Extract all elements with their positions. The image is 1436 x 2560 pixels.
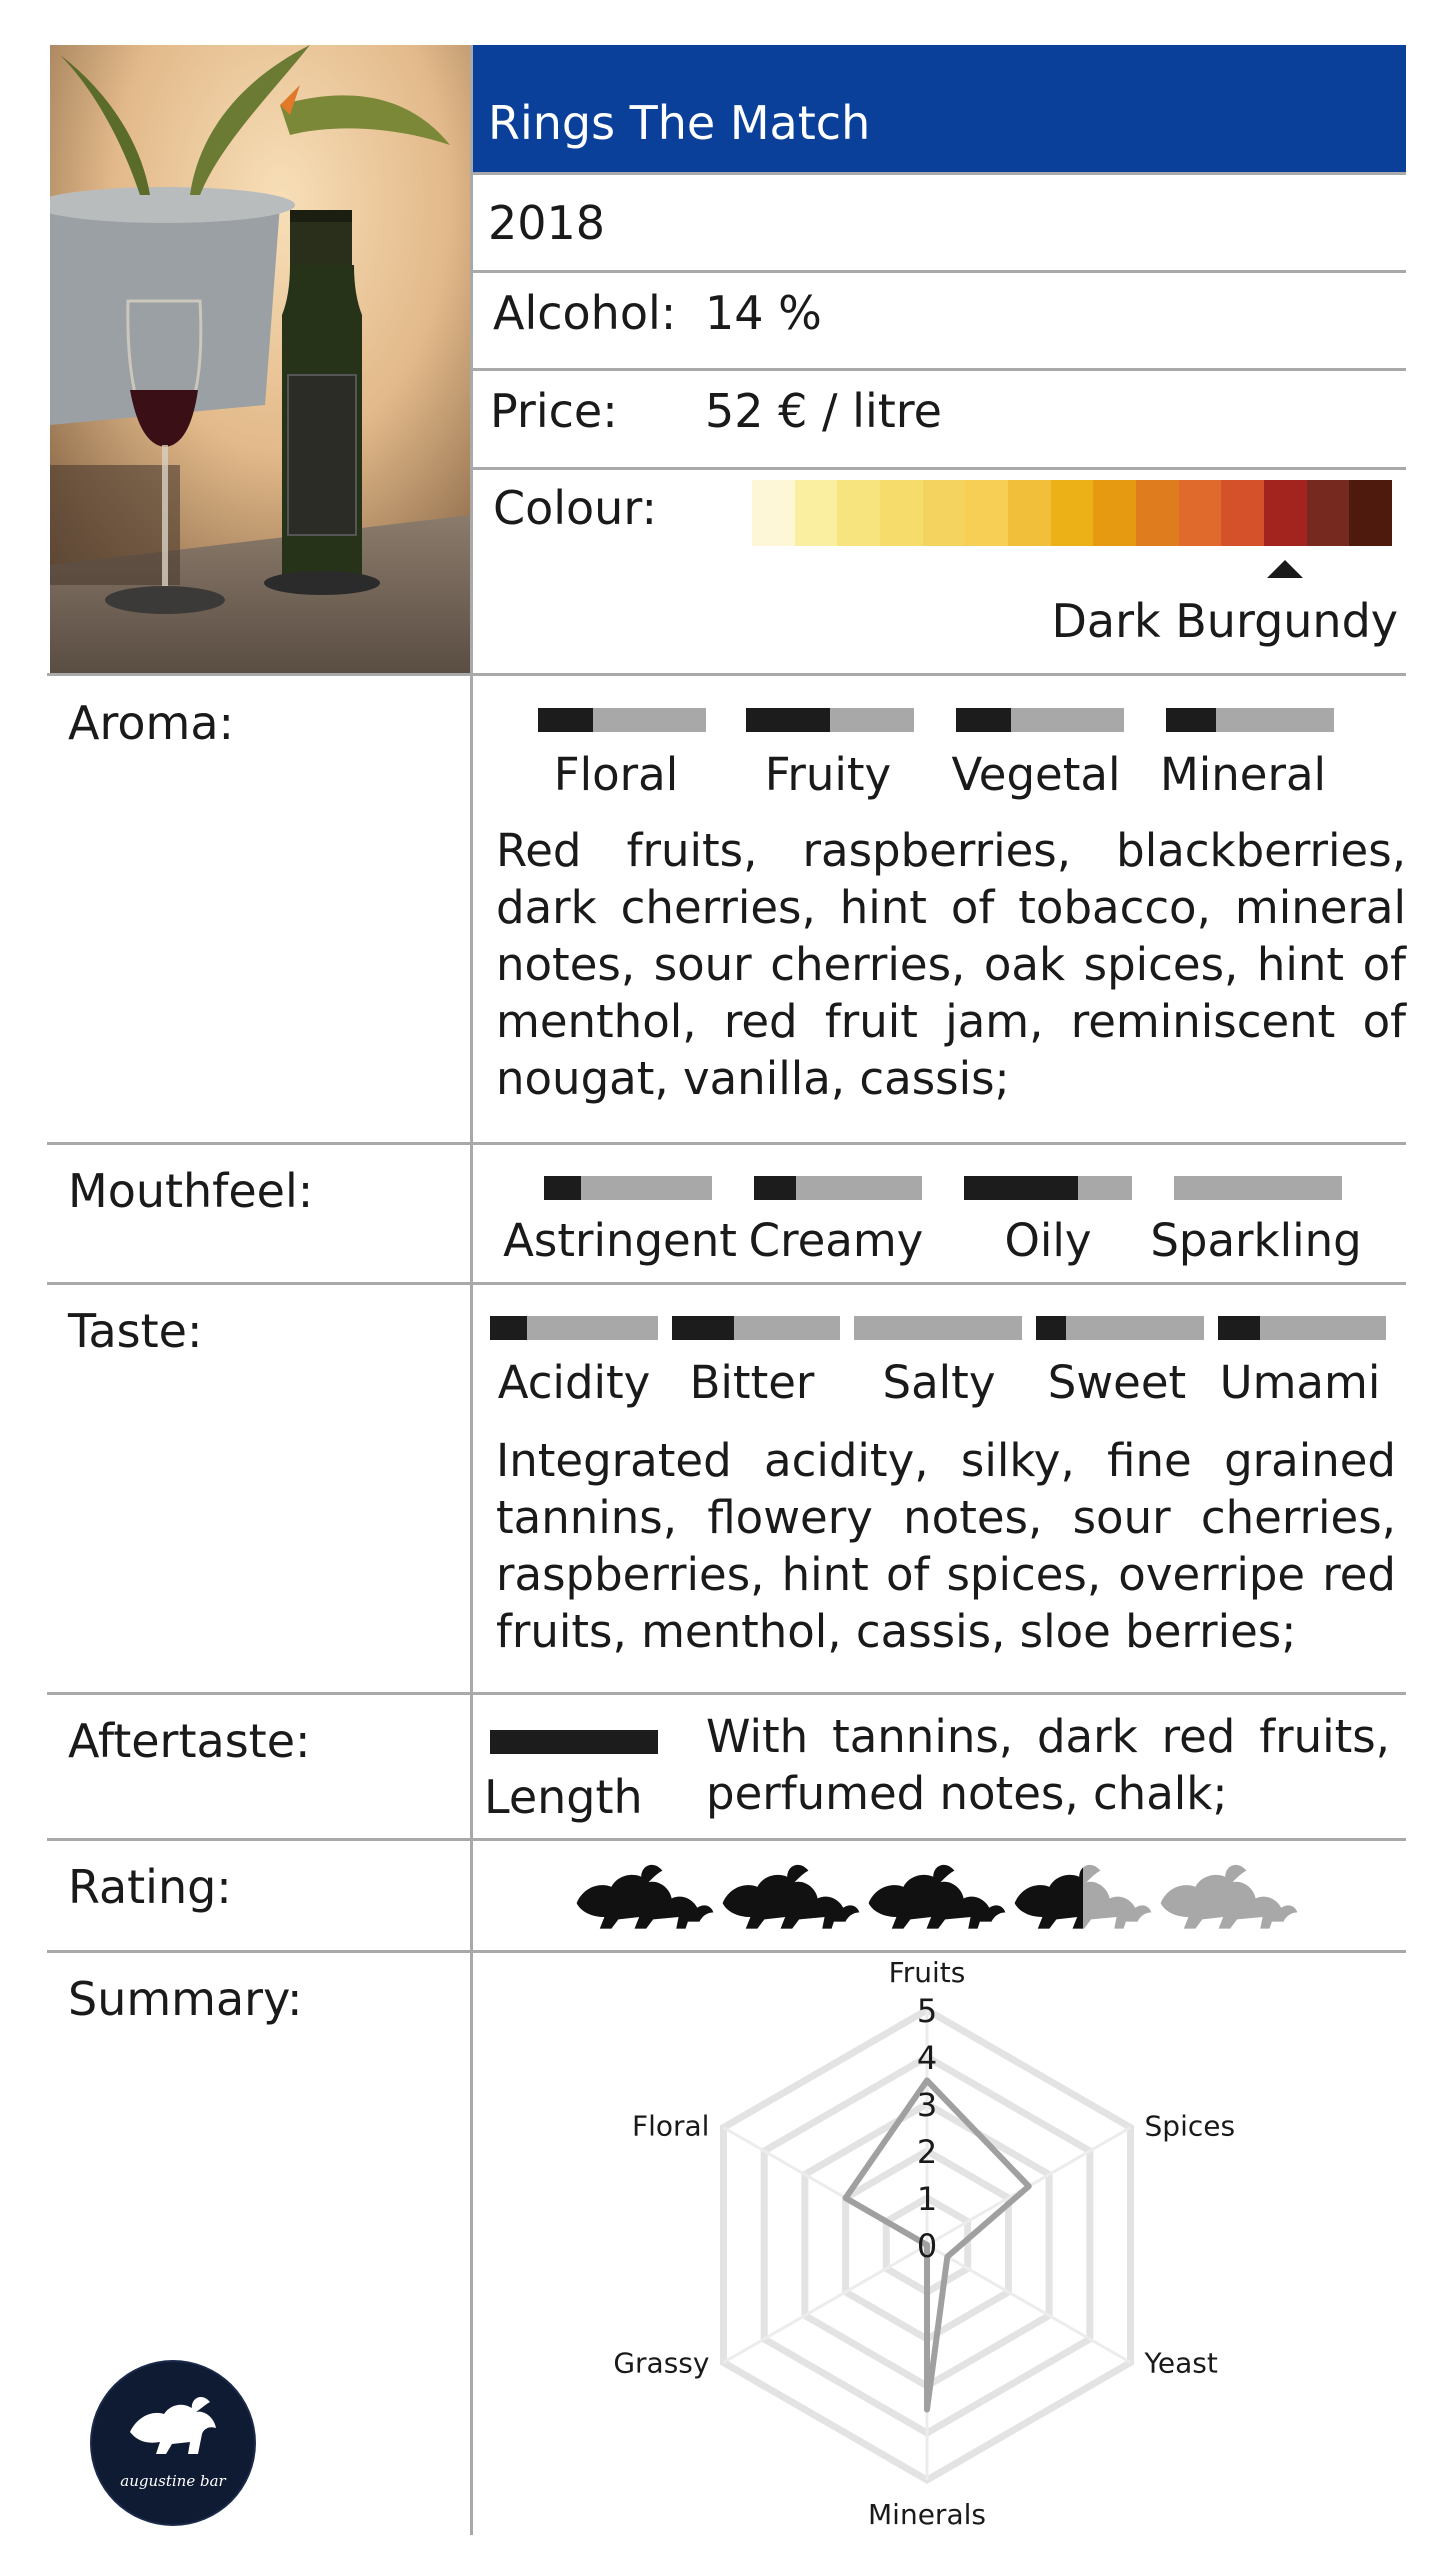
colour-swatch bbox=[1221, 480, 1264, 546]
divider bbox=[47, 1950, 1406, 1953]
lion-icon bbox=[864, 1856, 1010, 1934]
colour-swatch bbox=[1264, 480, 1307, 546]
alcohol-value: 14 % bbox=[705, 286, 822, 340]
radar-axis-label-grassy: Grassy bbox=[613, 2346, 710, 2380]
taste-label-sweet: Sweet bbox=[1047, 1356, 1187, 1409]
aroma-label-vegetal: Vegetal bbox=[951, 748, 1121, 801]
taste-bar-salty bbox=[854, 1316, 1022, 1340]
taste-bar-fill bbox=[1036, 1316, 1066, 1340]
colour-swatch bbox=[923, 480, 966, 546]
taste-label-bitter: Bitter bbox=[689, 1356, 815, 1409]
lion-icon bbox=[92, 2362, 254, 2524]
colour-swatch bbox=[965, 480, 1008, 546]
radar-scale-label: 4 bbox=[916, 2039, 938, 2077]
aroma-bar-fill bbox=[746, 708, 830, 732]
colour-marker bbox=[1267, 560, 1303, 578]
alcohol-label: Alcohol: bbox=[493, 286, 677, 340]
colour-swatch bbox=[752, 480, 795, 546]
colour-swatch bbox=[1179, 480, 1222, 546]
mouthfeel-bar-fill bbox=[964, 1176, 1078, 1200]
rating-label: Rating: bbox=[68, 1860, 232, 1914]
colour-swatch bbox=[880, 480, 923, 546]
taste-label-salty: Salty bbox=[882, 1356, 996, 1409]
aroma-bar-vegetal bbox=[956, 708, 1124, 732]
taste-bar-fill bbox=[490, 1316, 527, 1340]
colour-label: Colour: bbox=[493, 481, 657, 535]
divider bbox=[47, 673, 1406, 676]
taste-bar-fill bbox=[672, 1316, 734, 1340]
price-value: 52 € / litre bbox=[705, 384, 942, 438]
logo-text: augustine bar bbox=[120, 2472, 226, 2490]
divider bbox=[47, 1838, 1406, 1841]
radar-axis bbox=[927, 2245, 1131, 2363]
aroma-label-fruity: Fruity bbox=[764, 748, 892, 801]
radar-scale-label: 5 bbox=[916, 1992, 938, 2030]
length-bar bbox=[490, 1730, 658, 1754]
lion-icon bbox=[1010, 1856, 1156, 1934]
divider bbox=[472, 172, 1406, 175]
taste-bar-fill bbox=[1218, 1316, 1260, 1340]
colour-scale bbox=[752, 480, 1392, 546]
mouthfeel-label: Mouthfeel: bbox=[68, 1164, 314, 1218]
aroma-bar-mineral bbox=[1166, 708, 1334, 732]
mouthfeel-label-oily: Oily bbox=[1004, 1214, 1092, 1267]
aftertaste-notes: With tannins, dark red fruits, perfumed notes, chalk; bbox=[706, 1710, 1390, 1820]
aroma-bar-floral bbox=[538, 708, 706, 732]
taste-notes: Integrated acidity, silky, fine grained tannins, flowery notes, sour cherries, raspberries, hint of spices, overripe red fruits, menthol, cassis, sloe berries; bbox=[496, 1434, 1396, 1658]
mouthfeel-bar-creamy bbox=[754, 1176, 922, 1200]
colour-swatch bbox=[795, 480, 838, 546]
lion-icon bbox=[1156, 1856, 1302, 1934]
taste-label-umami: Umami bbox=[1219, 1356, 1381, 1409]
colour-swatch bbox=[1051, 480, 1094, 546]
divider bbox=[47, 1142, 1406, 1145]
mouthfeel-bar-astringent bbox=[544, 1176, 712, 1200]
taste-bar-umami bbox=[1218, 1316, 1386, 1340]
radar-scale-label: 2 bbox=[916, 2133, 938, 2171]
divider bbox=[47, 1282, 1406, 1285]
radar-axis-label-fruits: Fruits bbox=[888, 1956, 966, 1989]
aroma-bar-fill bbox=[538, 708, 593, 732]
colour-swatch bbox=[837, 480, 880, 546]
aroma-bar-fill bbox=[1166, 708, 1216, 732]
aroma-notes: Red fruits, raspberries, blackberries, dark cherries, hint of tobacco, mineral notes, sour cherries, oak spices, hint of menthol, red fruit jam, reminiscent of nougat, vanilla, cassis; bbox=[496, 824, 1406, 1105]
taste-bar-bitter bbox=[672, 1316, 840, 1340]
radar-scale-label: 3 bbox=[916, 2086, 938, 2124]
price-label: Price: bbox=[490, 384, 618, 438]
divider bbox=[47, 1692, 1406, 1695]
radar-axis-label-floral: Floral bbox=[632, 2109, 710, 2143]
taste-bar-sweet bbox=[1036, 1316, 1204, 1340]
colour-swatch bbox=[1093, 480, 1136, 546]
colour-swatch bbox=[1349, 480, 1392, 546]
mouthfeel-bar-fill bbox=[544, 1176, 581, 1200]
aroma-bar-fruity bbox=[746, 708, 914, 732]
mouthfeel-label-astringent: Astringent bbox=[503, 1214, 737, 1267]
wine-photo-image bbox=[50, 45, 470, 673]
radar-scale-label: 0 bbox=[916, 2227, 938, 2265]
radar-axis-label-yeast: Yeast bbox=[1144, 2346, 1218, 2380]
length-label: Length bbox=[484, 1770, 643, 1824]
aroma-label-mineral: Mineral bbox=[1159, 748, 1327, 801]
lion-icon bbox=[718, 1856, 864, 1934]
radar-axis bbox=[723, 2245, 927, 2363]
aroma-bar-fill bbox=[956, 708, 1011, 732]
colour-swatch bbox=[1008, 480, 1051, 546]
colour-swatch bbox=[1136, 480, 1179, 546]
augustine-bar-logo bbox=[92, 2362, 254, 2524]
mouthfeel-bar-oily bbox=[964, 1176, 1132, 1200]
mouthfeel-bar-fill bbox=[754, 1176, 796, 1200]
taste-label-acidity: Acidity bbox=[497, 1356, 651, 1409]
aroma-label: Aroma: bbox=[68, 696, 235, 750]
length-bar-fill bbox=[490, 1730, 658, 1754]
lion-icon bbox=[572, 1856, 718, 1934]
vintage: 2018 bbox=[488, 196, 606, 250]
wine-name: Rings The Match bbox=[488, 96, 871, 150]
wine-photo bbox=[50, 45, 470, 673]
mouthfeel-bar-sparkling bbox=[1174, 1176, 1342, 1200]
radar-scale-label: 1 bbox=[916, 2180, 938, 2218]
radar-axis-label-minerals: Minerals bbox=[868, 2498, 986, 2531]
divider bbox=[472, 270, 1406, 273]
summary-radar-chart bbox=[472, 1955, 1406, 2555]
taste-label: Taste: bbox=[68, 1304, 203, 1358]
divider bbox=[472, 467, 1406, 470]
summary-label: Summary: bbox=[68, 1972, 303, 2026]
aroma-label-floral: Floral bbox=[553, 748, 679, 801]
radar-axis-label-spices: Spices bbox=[1144, 2109, 1236, 2143]
mouthfeel-label-creamy: Creamy bbox=[748, 1214, 924, 1267]
divider bbox=[472, 368, 1406, 371]
colour-value: Dark Burgundy bbox=[1051, 594, 1398, 648]
taste-bar-acidity bbox=[490, 1316, 658, 1340]
mouthfeel-label-sparkling: Sparkling bbox=[1150, 1214, 1362, 1267]
aftertaste-label: Aftertaste: bbox=[68, 1714, 311, 1768]
colour-swatch bbox=[1307, 480, 1350, 546]
